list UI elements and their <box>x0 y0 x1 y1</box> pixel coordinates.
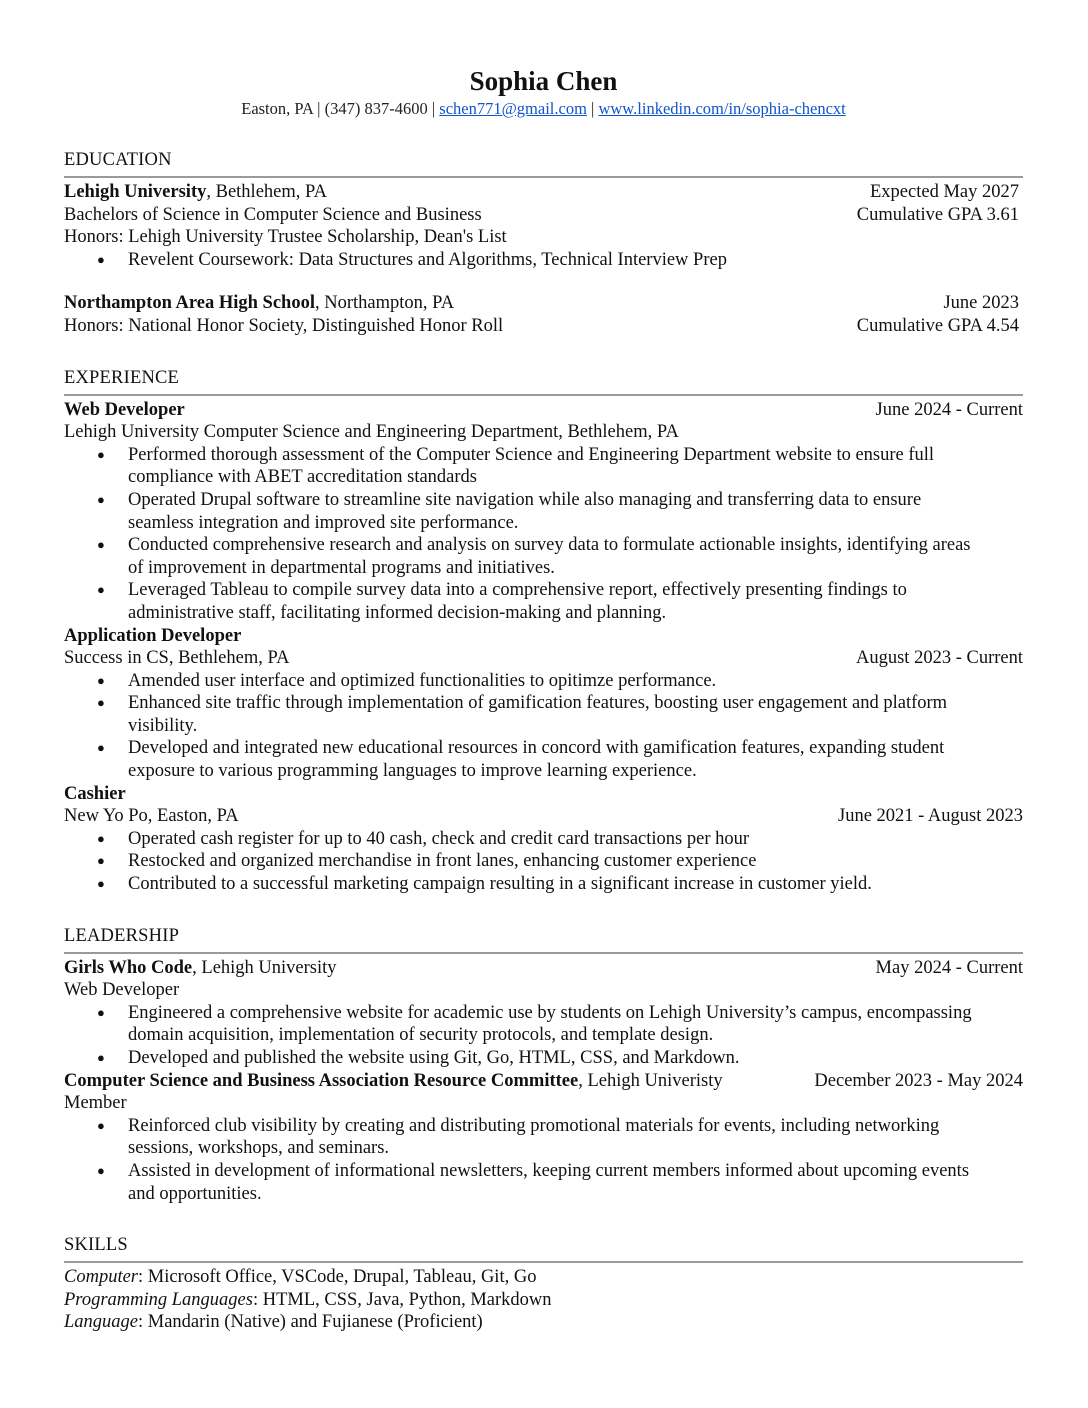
job-entry <box>64 399 1023 625</box>
bullet-text: Reinforced club visibility by creating and distributing promotional materials for events, including networking <box>128 1115 940 1136</box>
bullet-text: domain acquisition, implementation of security protocols, and template design. <box>128 1025 714 1046</box>
list-item <box>64 534 1023 579</box>
list-item <box>64 1047 1023 1070</box>
bullet-icon: ● <box>97 876 105 892</box>
bullet-text: Restocked and organized merchandise in front lanes, enhancing customer experience <box>128 851 757 872</box>
section-title-experience: EXPERIENCE <box>64 367 1023 396</box>
bullet-text: and opportunities. <box>128 1183 262 1204</box>
bullet-text: sessions, workshops, and seminars. <box>128 1138 390 1159</box>
skill-label: Computer <box>64 1267 138 1288</box>
bullet-icon: ● <box>97 491 105 507</box>
location-phone: Easton, PA | (347) 837-4600 | <box>241 99 440 118</box>
candidate-name: Sophia Chen <box>469 66 618 96</box>
bullet-text: Enhanced site traffic through implementation of gamification features, boosting user engagement and platform <box>128 693 948 714</box>
bullet-text: Engineered a comprehensive website for academic use by students on Lehigh University’s campus, encompassing <box>128 1002 972 1023</box>
list-item <box>64 444 1023 489</box>
job-date: August 2023 - Current <box>856 648 1023 669</box>
bullet-text: Developed and integrated new educational resources in concord with gamification features, expanding student <box>128 738 945 759</box>
coursework-list <box>64 249 1023 272</box>
bullet-text: compliance with ABET accreditation standards <box>128 467 477 488</box>
bullet-icon: ● <box>97 251 105 267</box>
job-org: New Yo Po, Easton, PA <box>64 806 239 827</box>
school-location: , Northampton, PA <box>314 293 455 314</box>
skills-list <box>64 1266 1023 1334</box>
bullet-text: visibility. <box>128 715 198 736</box>
bullet-icon: ● <box>97 672 105 688</box>
bullet-list <box>64 828 1023 896</box>
contact-separator: | <box>586 99 599 118</box>
bullet-text: Leveraged Tableau to compile survey data into a comprehensive report, effectively presenting findings to <box>128 580 907 601</box>
org-line <box>64 957 337 980</box>
resume-page <box>64 64 1023 1334</box>
degree: Bachelors of Science in Computer Science and Business <box>64 204 482 225</box>
list-item <box>64 828 1023 851</box>
job-entry <box>64 625 1023 783</box>
org-name: Computer Science and Business Association Resource Committee <box>64 1070 579 1091</box>
bullet-icon: ● <box>97 853 105 869</box>
bullet-icon: ● <box>97 740 105 756</box>
bullet-icon: ● <box>97 1050 105 1065</box>
email-link[interactable]: schen771@gmail.com <box>439 99 587 118</box>
section-title-education: EDUCATION <box>64 149 1023 178</box>
bullet-text: Operated cash register for up to 40 cash, check and credit card transactions per hour <box>128 828 750 849</box>
honors: Honors: National Honor Society, Distinguished Honor Roll <box>64 315 504 336</box>
school-location: , Bethlehem, PA <box>206 182 327 202</box>
bullet-text: Contributed to a successful marketing campaign resulting in a significant increase in customer yield. <box>128 874 872 895</box>
skill-line: Programming Languages: HTML, CSS, Java, Python, Markdown <box>64 1289 552 1310</box>
job-title: Cashier <box>64 783 126 804</box>
gpa: Cumulative GPA 4.54 <box>856 315 1019 336</box>
list-item <box>64 873 1023 896</box>
contact-line <box>64 98 1023 120</box>
bullet-text: Assisted in development of informational newsletters, keeping current members informed about upcoming events <box>128 1160 970 1181</box>
role-date: December 2023 - May 2024 <box>814 1070 1023 1091</box>
org-line <box>64 1070 723 1093</box>
bullet-icon: ● <box>97 1004 105 1020</box>
bullet-icon: ● <box>97 830 105 846</box>
bullet-text: Operated Drupal software to streamline site navigation while also managing and transferring data to ensure <box>128 489 922 510</box>
bullet-icon: ● <box>97 1162 105 1178</box>
bullet-text: of improvement in departmental programs and initiatives. <box>128 557 555 578</box>
experience-list <box>64 399 1023 896</box>
job-date: June 2021 - August 2023 <box>838 806 1023 827</box>
section-title-leadership: LEADERSHIP <box>64 925 1023 954</box>
school-name: Lehigh University <box>64 182 207 202</box>
list-item <box>64 850 1023 873</box>
job-org: Success in CS, Bethlehem, PA <box>64 648 290 669</box>
school-line <box>64 292 454 315</box>
role-position: Web Developer <box>64 980 180 1001</box>
job-entry <box>64 783 1023 896</box>
school-line <box>64 181 327 204</box>
bullet-icon: ● <box>97 695 105 711</box>
list-item <box>64 1115 1023 1160</box>
school-date: Expected May 2027 <box>870 182 1019 202</box>
skill-label: Language <box>64 1312 138 1333</box>
skill-line: Language: Mandarin (Native) and Fujianese (Proficient) <box>64 1312 483 1333</box>
role-position: Member <box>64 1093 127 1114</box>
list-item <box>64 737 1023 782</box>
bullet-text: Developed and published the website using Git, Go, HTML, CSS, and Markdown. <box>128 1048 740 1068</box>
list-item <box>64 1160 1023 1205</box>
education-northampton <box>64 292 1023 337</box>
org-location: , Lehigh Univeristy <box>578 1070 723 1091</box>
leadership-entry <box>64 1070 1023 1206</box>
bullet-icon: ● <box>97 537 105 553</box>
bullet-list <box>64 1115 1023 1205</box>
bullet-list <box>64 444 1023 625</box>
bullet-list <box>64 1002 1023 1070</box>
bullet-text: administrative staff, facilitating informed decision-making and planning. <box>128 602 667 623</box>
list-item <box>64 579 1023 624</box>
bullet-text: seamless integration and improved site performance. <box>128 512 519 533</box>
list-item <box>64 489 1023 534</box>
leadership-list <box>64 957 1023 1206</box>
bullet-icon: ● <box>97 446 105 462</box>
linkedin-link[interactable]: www.linkedin.com/in/sophia-chencxt <box>598 99 846 118</box>
education-lehigh <box>64 181 1023 271</box>
bullet-text: exposure to various programming languages to improve learning experience. <box>128 761 697 782</box>
job-date: June 2024 - Current <box>875 399 1023 420</box>
leadership-entry <box>64 957 1023 1070</box>
school-name: Northampton Area High School <box>64 293 315 314</box>
section-title-skills: SKILLS <box>64 1234 1023 1263</box>
bullet-text: Performed thorough assessment of the Computer Science and Engineering Department website to ensure full <box>128 444 935 465</box>
school-date: June 2023 <box>943 293 1019 314</box>
list-item <box>64 670 1023 693</box>
skill-line: Computer: Microsoft Office, VSCode, Drupal, Tableau, Git, Go <box>64 1267 537 1288</box>
bullet-text: Conducted comprehensive research and analysis on survey data to formulate actionable insights, identifying areas <box>128 535 971 556</box>
job-title: Application Developer <box>64 625 242 646</box>
honors: Honors: Lehigh University Trustee Scholarship, Dean's List <box>64 227 507 248</box>
list-item: ● Revelent Coursework: Data Structures and Algorithms, Technical Interview Prep <box>97 249 727 270</box>
job-org: Lehigh University Computer Science and Engineering Department, Bethlehem, PA <box>64 422 679 443</box>
role-date: May 2024 - Current <box>875 957 1023 978</box>
bullet-icon: ● <box>97 1117 105 1133</box>
bullet-list <box>64 670 1023 783</box>
list-item <box>64 1002 1023 1047</box>
bullet-icon: ● <box>97 582 105 598</box>
list-item <box>64 692 1023 737</box>
bullet-text: Amended user interface and optimized functionalities to opitimze performance. <box>128 670 717 691</box>
job-title: Web Developer <box>64 399 185 420</box>
org-location: , Lehigh University <box>192 957 337 978</box>
org-name: Girls Who Code <box>64 957 193 978</box>
skill-label: Programming Languages <box>64 1289 253 1310</box>
gpa: Cumulative GPA 3.61 <box>856 204 1019 225</box>
